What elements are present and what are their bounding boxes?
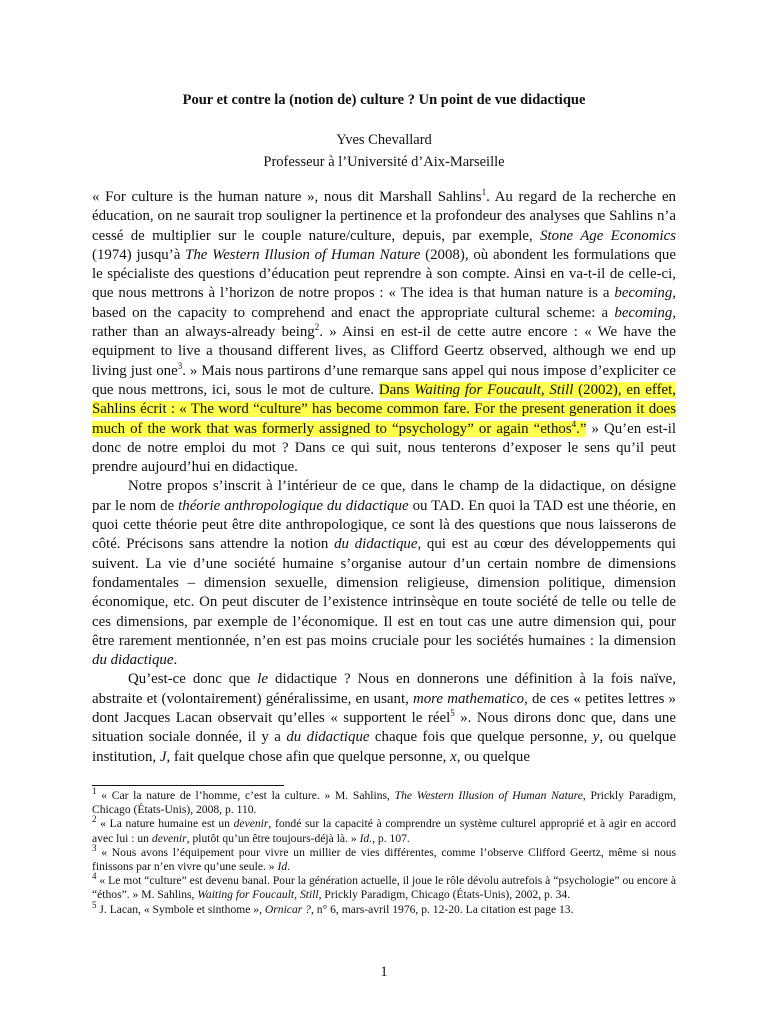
italic-variable: y: [592, 729, 600, 746]
text-run: , plutôt qu’un être toujours-déjà là. »: [186, 831, 360, 845]
footnote-number: 3: [92, 842, 97, 853]
footnote-number: 2: [92, 814, 97, 825]
text-run: chaque fois que quelque personne,: [369, 729, 593, 746]
footnote-separator: [92, 785, 284, 786]
italic-title: The Western Illusion of Human Nature: [394, 789, 583, 802]
footnote-2: [92, 814, 676, 845]
text-run: « Le mot “culture” est devenu banal. Pour la génération actuelle, il joue le rôle dévolu autrefois à “psychologie” ou encore à “éthos”. » M. Sahlins,: [92, 874, 676, 902]
text-run: , based on the capacity to comprehend and enact the appropriate cultural scheme: a: [92, 285, 676, 321]
footnote-ref-2: 2: [314, 322, 320, 333]
text-run: .”: [576, 420, 587, 437]
footnote-1: [92, 786, 676, 817]
text-run: didactique ? Nous en donnerons une définition à la fois naïve, abstraite et (volontairement) généralissime, en usant,: [92, 671, 676, 707]
italic-term: théorie anthropologique du didactique: [178, 497, 409, 514]
paragraph-3: [92, 670, 676, 766]
text-run: « La nature humaine est un: [96, 817, 234, 831]
paragraph-2: [92, 477, 676, 670]
footnote-3: [92, 842, 676, 874]
footnote-ref-3: 3: [177, 360, 183, 371]
text-run: Notre propos s’inscrit à l’intérieur de ce que, dans le champ de la didactique, on désigne par le nom de: [92, 478, 676, 514]
footnote-number: 1: [92, 786, 97, 797]
italic-title: The Western Illusion of Human Nature: [185, 246, 421, 263]
footnote-ref-4: 4: [571, 418, 577, 429]
text-run: . Au regard de la recherche en éducation, on ne saurait trop souligner la pertinence et la profondeur des analyses que Sahlins n’a cessé de multiplier sur le couple nature/culture, depuis, par exemple,: [92, 189, 677, 244]
italic-variable: x: [450, 748, 457, 765]
text-run: « Nous avons l’équipement pour vivre un millier de vies différentes, comme l’observe Clifford Geertz, même si nous finissons par n’en vivre qu’une seule. »: [92, 845, 676, 874]
text-run: « Car la nature de l’homme, c’est la culture. » M. Sahlins,: [96, 789, 395, 802]
italic-title: Waiting for Foucault, Still: [197, 888, 319, 902]
text-run: ». Nous dirons donc que, dans une situation sociale donnée, il y a: [92, 710, 676, 746]
author-name: Yves Chevallard: [336, 132, 432, 148]
footnote-ref-5: 5: [450, 708, 455, 719]
italic-term: du didactique: [92, 652, 174, 669]
italic-term: more mathematico: [412, 690, 525, 707]
text-run: . » Ainsi en est-il de cette autre encore : « We have the equipment to live a thousand different lives, as Clifford Geertz observed, although we end up living just one: [92, 324, 676, 379]
italic-title: Ornicar ?: [264, 902, 311, 916]
italic-term: du didactique: [334, 536, 418, 553]
footnote-number: 5: [92, 899, 97, 910]
footnote-number: 4: [92, 871, 97, 882]
italic-title: Waiting for Foucault, Still: [414, 381, 574, 398]
text-run: , ou quelque institution,: [92, 729, 676, 765]
footnotes: [92, 786, 676, 917]
italic-variable: J: [159, 748, 167, 765]
text-run: .: [173, 652, 178, 669]
text-run: , de ces « petites lettres » dont Jacques Lacan observait qu’elles « supportent le réel: [92, 690, 676, 727]
text-run: Dans: [378, 381, 415, 398]
text-run: , ou quelque: [456, 748, 530, 765]
text-run: (2008), où abondent les formulations que le spécialiste des questions d’éducation peut reprendre à son compte. Ainsi en va-t-il de celle-ci, que nous mettrons à l’horizon de notre propos : « The idea is that human nature is a: [92, 246, 676, 302]
text-run: , rather than an always-already being: [92, 304, 676, 341]
page-number: 1: [380, 964, 388, 980]
italic-word: le: [257, 671, 269, 688]
text-run: , n° 6, mars-avril 1976, p. 12-20. La citation est page 13.: [310, 902, 574, 916]
italic-word: becoming: [614, 304, 673, 321]
italic-title: Stone Age Economics: [540, 227, 676, 244]
text-run: , fait quelque chose afin que quelque personne,: [166, 748, 451, 765]
italic-word: devenir: [233, 817, 269, 831]
text-run: . » Mais nous partirons d’une remarque sans appel qui nous impose d’expliciter ce que nous mettrons, ici, sous le mot de culture.: [92, 362, 676, 398]
text-run: Qu’est-ce donc que: [128, 671, 258, 688]
text-run: « For culture is the human nature », nous dit Marshall Sahlins: [92, 189, 482, 205]
footnote-5: [92, 899, 676, 917]
text-run: (1974) jusqu’à: [92, 246, 186, 263]
text-run: , Prickly Paradigm, Chicago (États-Unis), 2008, p. 110.: [92, 789, 676, 817]
text-run: J. Lacan, « Symbole et sinthome »,: [96, 902, 265, 916]
italic-term: du didactique: [286, 729, 370, 746]
paragraph-1: [92, 188, 676, 477]
author-affiliation: Professeur à l’Université d’Aix-Marseille: [263, 154, 505, 170]
italic-word: devenir: [151, 831, 187, 845]
document-title: Pour et contre la (notion de) culture ? Un point de vue didactique: [182, 92, 586, 108]
text-run: » Qu’en est-il donc de notre emploi du mot ? Dans ce qui suit, nous tenterons d’exposer le sens qu’il peut prendre aujourd’hui en didactique.: [92, 420, 676, 476]
text-run: .: [287, 860, 291, 874]
italic-word: Id.: [359, 831, 373, 845]
text-run: , qui est au cœur des développements qui suivent. La vie d’une société humaine s’organise autour d’un certain nombre de dimensions fondamentales – dimension sexuelle, dimension religieuse, dimension politique, dimension économique, etc. On peut discuter de l’existence intrinsèque en toute société de telle ou telle de ces dimensions, par exemple de l’économique. Il est en tout cas une autre dimension qui, pour être rarement mentionnée, n’en est pas moins cruciale pour les sociétés humaines : la dimension: [92, 536, 676, 649]
text-run: , Prickly Paradigm, Chicago (États-Unis), 2002, p. 34.: [318, 888, 571, 902]
text-run: , p. 107.: [372, 831, 410, 845]
italic-word: Id: [277, 860, 288, 874]
text-run: (2002), en effet, Sahlins écrit : « The word “culture” has become common fare. For the present generation it does much of the work that was formerly assigned to “psychology” or again “ethos: [92, 381, 677, 437]
document-body: [92, 188, 676, 767]
text-run: ou TAD. En quoi la TAD est une théorie, en quoi cette théorie peut être dite anthropologique, ce sont là des questions que nous laisserons de côté. Précisons sans attendre la notion: [92, 497, 676, 553]
footnote-4: [92, 871, 676, 902]
footnote-ref-1: 1: [481, 187, 487, 198]
text-run: , fondé sur la capacité à comprendre un système culturel approprié et à agir en accord avec lui : un: [92, 817, 676, 845]
italic-word: becoming: [614, 285, 673, 302]
